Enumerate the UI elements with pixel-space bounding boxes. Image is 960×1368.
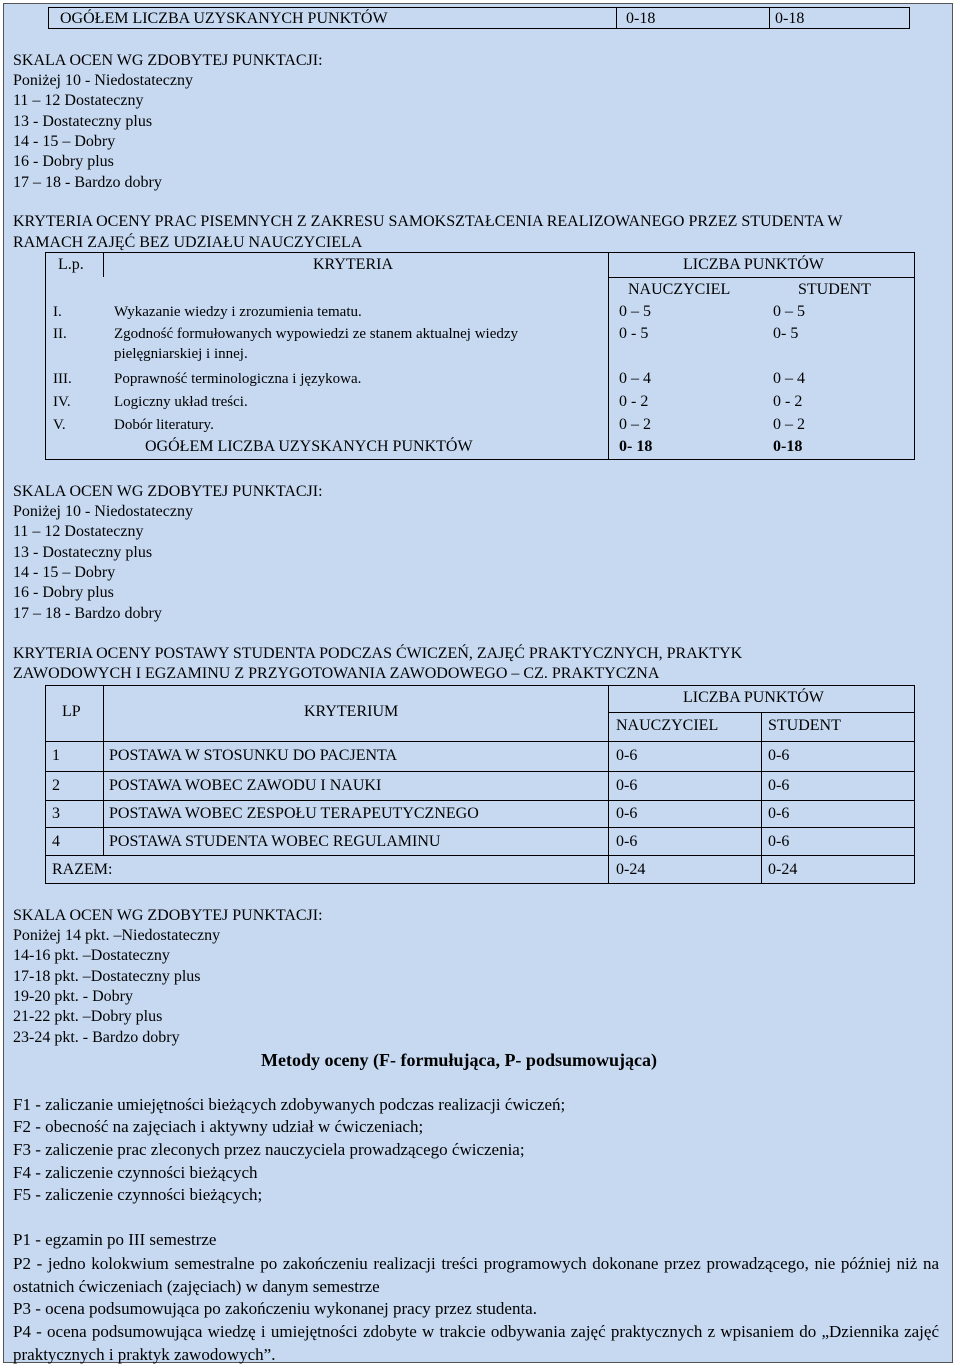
method-p3: P3 - ocena podsumowująca po zakończeniu wykonanej pracy przez studenta.: [13, 1299, 537, 1318]
scale-item: 19-20 pkt. - Dobry: [13, 988, 133, 1005]
method-f-item: F4 - zaliczenie czynności bieżących: [13, 1163, 258, 1182]
top-total-label: OGÓŁEM LICZBA UZYSKANYCH PUNKTÓW: [60, 10, 388, 27]
methods-title: Metody oceny (F- formułująca, P- podsumowująca): [261, 1050, 657, 1070]
method-f-item: F1 - zaliczanie umiejętności bieżących zdobywanych podczas realizacji ćwiczeń;: [13, 1095, 566, 1114]
scale-title: SKALA OCEN WG ZDOBYTEJ PUNKTACJI:: [13, 483, 323, 500]
col-nauczyciel: NAUCZYCIEL: [628, 281, 731, 298]
row-criterion-cont: pielęgniarskiej i innej.: [114, 346, 248, 362]
row-lp: 2: [52, 777, 60, 794]
scale-item: 17 – 18 - Bardzo dobry: [13, 174, 162, 191]
method-p1: P1 - egzamin po III semestrze: [13, 1230, 217, 1249]
row-criterion: POSTAWA STUDENTA WOBEC REGULAMINU: [109, 833, 441, 850]
row-student: 0- 5: [773, 325, 799, 342]
method-f-item: F3 - zaliczenie prac zleconych przez nauczyciela prowadzącego ćwiczenia;: [13, 1140, 525, 1159]
method-f-item: F2 - obecność na zajęciach i aktywny udział w ćwiczeniach;: [13, 1117, 424, 1136]
total-label: OGÓŁEM LICZBA UZYSKANYCH PUNKTÓW: [145, 438, 473, 455]
top-total-nauczyciel: 0-18: [626, 10, 656, 27]
col-kryterium: KRYTERIUM: [304, 703, 399, 720]
row-criterion: Zgodność formułowanych wypowiedzi ze stanem aktualnej wiedzy: [114, 326, 519, 342]
scale-item: Poniżej 14 pkt. –Niedostateczny: [13, 927, 221, 944]
row-criterion: POSTAWA WOBEC ZESPOŁU TERAPEUTYCZNEGO: [109, 805, 479, 822]
col-points: LICZBA PUNKTÓW: [683, 256, 824, 273]
scale-item: 23-24 pkt. - Bardzo dobry: [13, 1029, 180, 1046]
method-p4: P4 - ocena podsumowująca wiedzę i umiejętności zdobyte w trakcie odbywania zajęć praktycznych z wpisaniem do „Dziennika zajęć praktycznych i praktyk zawodowych”.: [13, 1322, 939, 1364]
row-student: 0 - 2: [773, 393, 803, 410]
document-page: [3, 3, 953, 1363]
scale-item: 14 - 15 – Dobry: [13, 133, 116, 150]
section-heading: KRYTERIA OCENY POSTAWY STUDENTA PODCZAS ĆWICZEŃ, ZAJĘĆ PRAKTYCZNYCH, PRAKTYK: [13, 645, 743, 662]
scale-item: 16 - Dobry plus: [13, 153, 114, 170]
row-student: 0-6: [768, 833, 790, 850]
row-student: 0-6: [768, 777, 790, 794]
row-lp: IV.: [53, 394, 71, 410]
row-nauczyciel: 0-6: [616, 777, 638, 794]
total-nauczyciel: 0- 18: [619, 438, 653, 455]
row-student: 0 – 2: [773, 416, 805, 433]
method-f-item: F5 - zaliczenie czynności bieżących;: [13, 1185, 263, 1204]
scale-item: 11 – 12 Dostateczny: [13, 523, 144, 540]
total-student: 0-24: [768, 861, 798, 878]
row-nauczyciel: 0-6: [616, 805, 638, 822]
scale-item: 17-18 pkt. –Dostateczny plus: [13, 968, 201, 985]
row-criterion: Dobór literatury.: [114, 417, 214, 433]
scale-title: SKALA OCEN WG ZDOBYTEJ PUNKTACJI:: [13, 52, 323, 69]
section-heading: KRYTERIA OCENY PRAC PISEMNYCH Z ZAKRESU SAMOKSZTAŁCENIA REALIZOWANEGO PRZEZ STUDENTA W: [13, 213, 843, 230]
row-lp: 3: [52, 805, 60, 822]
scale-item: 16 - Dobry plus: [13, 584, 114, 601]
row-lp: III.: [53, 371, 72, 387]
row-lp: I.: [53, 304, 62, 320]
scale-item: 21-22 pkt. –Dobry plus: [13, 1008, 163, 1025]
col-lp: LP: [62, 703, 81, 720]
scale-item: 17 – 18 - Bardzo dobry: [13, 605, 162, 622]
row-student: 0-6: [768, 805, 790, 822]
row-student: 0-6: [768, 747, 790, 764]
row-nauczyciel: 0-6: [616, 747, 638, 764]
col-student: STUDENT: [768, 717, 841, 734]
row-lp: 1: [52, 747, 60, 764]
total-student: 0-18: [773, 438, 803, 455]
row-lp: II.: [53, 326, 67, 342]
row-student: 0 – 4: [773, 370, 805, 387]
scale-title: SKALA OCEN WG ZDOBYTEJ PUNKTACJI:: [13, 907, 323, 924]
row-lp: 4: [52, 833, 60, 850]
row-nauczyciel: 0 – 4: [619, 370, 651, 387]
total-nauczyciel: 0-24: [616, 861, 646, 878]
scale-item: 11 – 12 Dostateczny: [13, 92, 144, 109]
method-p2: P2 - jedno kolokwium semestralne po zakończeniu realizacji treści programowych dokonane przez prowadzącego, nie później niż na ostatnich ćwiczeniach (zajęciach) w danym semestrze: [13, 1254, 939, 1296]
scale-item: 14-16 pkt. –Dostateczny: [13, 947, 170, 964]
row-student: 0 – 5: [773, 303, 805, 320]
scale-item: 13 - Dostateczny plus: [13, 113, 153, 130]
row-nauczyciel: 0 - 2: [619, 393, 649, 410]
row-nauczyciel: 0 – 5: [619, 303, 651, 320]
col-kryteria: KRYTERIA: [313, 256, 393, 273]
top-total-student: 0-18: [775, 10, 805, 27]
scale-item: Poniżej 10 - Niedostateczny: [13, 503, 193, 520]
scale-item: 14 - 15 – Dobry: [13, 564, 116, 581]
row-nauczyciel: 0 - 5: [619, 325, 649, 342]
row-criterion: Poprawność terminologiczna i językowa.: [114, 371, 362, 387]
scale-item: Poniżej 10 - Niedostateczny: [13, 72, 193, 89]
row-criterion: Wykazanie wiedzy i zrozumienia tematu.: [114, 304, 362, 320]
col-lp: L.p.: [58, 256, 84, 273]
col-student: STUDENT: [798, 281, 871, 298]
col-points: LICZBA PUNKTÓW: [683, 689, 824, 706]
col-nauczyciel: NAUCZYCIEL: [616, 717, 719, 734]
row-nauczyciel: 0 – 2: [619, 416, 651, 433]
section-heading: ZAWODOWYCH I EGZAMINU Z PRZYGOTOWANIA ZAWODOWEGO – CZ. PRAKTYCZNA: [13, 665, 660, 682]
row-criterion: POSTAWA W STOSUNKU DO PACJENTA: [109, 747, 398, 764]
row-criterion: POSTAWA WOBEC ZAWODU I NAUKI: [109, 777, 382, 794]
scale-item: 13 - Dostateczny plus: [13, 544, 153, 561]
total-label: RAZEM:: [52, 861, 113, 878]
row-nauczyciel: 0-6: [616, 833, 638, 850]
row-lp: V.: [53, 417, 66, 433]
section-heading: RAMACH ZAJĘĆ BEZ UDZIAŁU NAUCZYCIELA: [13, 234, 363, 251]
row-criterion: Logiczny układ treści.: [114, 394, 248, 410]
